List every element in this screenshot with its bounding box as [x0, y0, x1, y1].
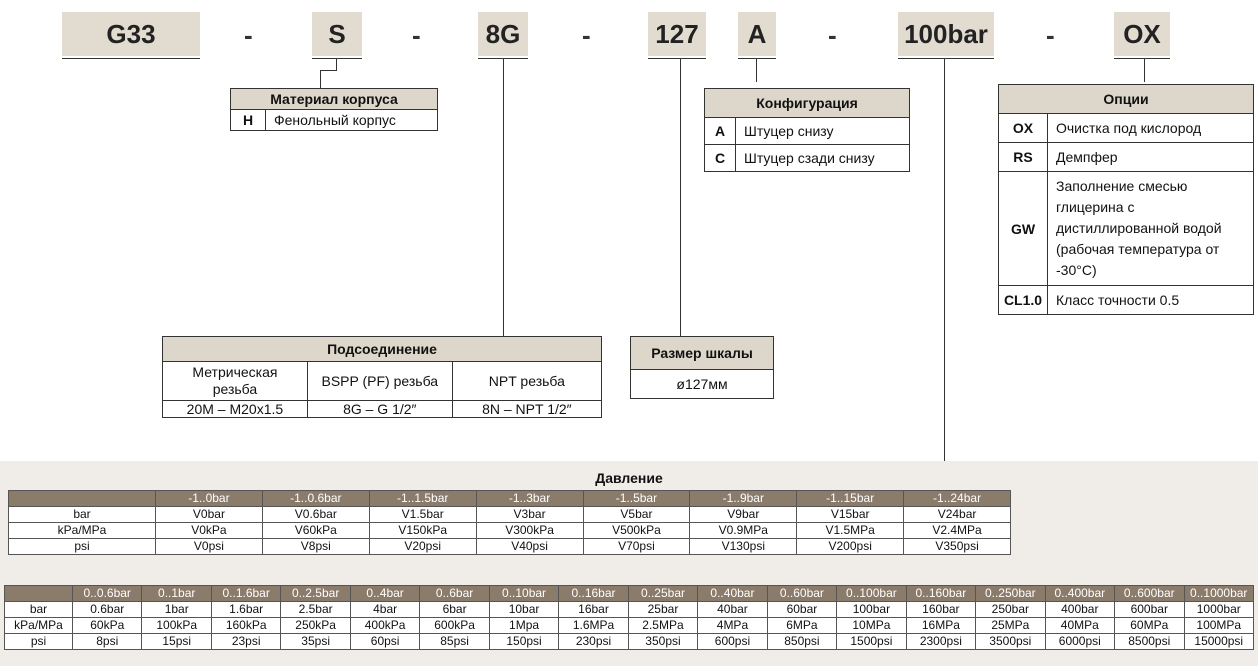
dial-size-table [630, 336, 774, 399]
vacuum-code-cell: V300kPa [476, 523, 583, 539]
connector-line [336, 58, 337, 70]
connector-line [944, 58, 945, 463]
positive-range-header: 0..1bar [142, 586, 211, 602]
vacuum-code-cell: V5bar [583, 507, 690, 523]
positive-code-cell: 2300psi [906, 634, 975, 650]
positive-range-header: 0..16bar [559, 586, 628, 602]
positive-code-cell: 1bar [142, 602, 211, 618]
positive-range-header: 0..100bar [837, 586, 906, 602]
positive-code-cell: 60psi [350, 634, 419, 650]
positive-code-cell: 160bar [906, 602, 975, 618]
vacuum-code-cell: V70psi [583, 539, 690, 555]
positive-range-header: 0..400bar [1045, 586, 1114, 602]
vacuum-code-cell: V1.5bar [369, 507, 476, 523]
table-row [9, 523, 1011, 539]
positive-pressure-table [4, 585, 1254, 650]
options-title: Опции [999, 85, 1254, 114]
material-title: Материал корпуса [231, 89, 438, 110]
positive-code-cell: 25bar [628, 602, 697, 618]
connector-line [320, 70, 321, 88]
vacuum-code-cell: V350psi [904, 539, 1011, 555]
connection-value: 8N – NPT 1/2″ [452, 401, 601, 418]
connection-value: 8G – G 1/2″ [307, 401, 452, 418]
positive-code-cell: 600bar [1115, 602, 1184, 618]
table-row [163, 401, 602, 418]
connection-table [162, 336, 602, 418]
vacuum-range-header: -1..0.6bar [262, 491, 369, 507]
positive-code-cell: 350psi [628, 634, 697, 650]
positive-range-header: 0..4bar [350, 586, 419, 602]
code-configuration: A [738, 12, 776, 56]
options-table [998, 84, 1254, 315]
vacuum-code-cell: V0bar [156, 507, 263, 523]
vacuum-code-cell: V500kPa [583, 523, 690, 539]
dial-size-title: Размер шкалы [631, 337, 774, 370]
code-connection: 8G [478, 12, 528, 56]
table-row [705, 118, 910, 145]
positive-code-cell: 1500psi [837, 634, 906, 650]
connection-header: BSPP (PF) резьба [307, 362, 452, 401]
positive-code-cell: 6bar [420, 602, 489, 618]
positive-range-header: 0..160bar [906, 586, 975, 602]
positive-code-cell: 10bar [489, 602, 558, 618]
separator-dash: - [582, 20, 591, 50]
positive-code-cell: 600kPa [420, 618, 489, 634]
positive-code-cell: 1.6MPa [559, 618, 628, 634]
positive-code-cell: 60bar [767, 602, 836, 618]
vacuum-code-cell: V0.6bar [262, 507, 369, 523]
vacuum-code-cell: V24bar [904, 507, 1011, 523]
vacuum-code-cell: V200psi [797, 539, 904, 555]
option-code: GW [999, 172, 1048, 286]
separator-dash: - [1046, 20, 1055, 50]
positive-code-cell: 4MPa [698, 618, 767, 634]
positive-range-header: 0..1.6bar [211, 586, 280, 602]
table-row [5, 634, 1254, 650]
vacuum-range-header: -1..5bar [583, 491, 690, 507]
option-desc: Класс точности 0.5 [1048, 286, 1254, 315]
vacuum-code-cell: V0psi [156, 539, 263, 555]
connector-line [680, 58, 681, 336]
positive-range-header: 0..10bar [489, 586, 558, 602]
code-material: S [312, 12, 362, 56]
positive-unit-label: kPa/MPa [5, 618, 73, 634]
positive-range-header: 0..60bar [767, 586, 836, 602]
vacuum-unit-label: psi [9, 539, 156, 555]
positive-range-header: 0..25bar [628, 586, 697, 602]
code-options-underline [1114, 58, 1170, 59]
configuration-table [704, 88, 910, 172]
positive-code-cell: 1.6bar [211, 602, 280, 618]
option-desc: Демпфер [1048, 143, 1254, 172]
vacuum-code-cell: V130psi [690, 539, 797, 555]
connector-line [756, 58, 757, 82]
vacuum-range-header: -1..3bar [476, 491, 583, 507]
code-pressure: 100bar [898, 12, 994, 56]
option-desc: Заполнение смесью глицерина с дистиллированной водой (рабочая температура от -30°C) [1048, 172, 1254, 286]
positive-code-cell: 15psi [142, 634, 211, 650]
vacuum-range-header: -1..15bar [797, 491, 904, 507]
positive-code-cell: 400bar [1045, 602, 1114, 618]
connection-value: 20M – M20x1.5 [163, 401, 308, 418]
positive-code-cell: 85psi [420, 634, 489, 650]
table-row [9, 539, 1011, 555]
vacuum-code-cell: V150kPa [369, 523, 476, 539]
table-row [631, 370, 774, 399]
positive-code-cell: 230psi [559, 634, 628, 650]
configuration-desc: Штуцер сзади снизу [736, 145, 910, 172]
vacuum-range-header: -1..1.5bar [369, 491, 476, 507]
vacuum-code-cell: V8psi [262, 539, 369, 555]
vacuum-header-row [9, 491, 1011, 507]
code-dial-size-underline [648, 58, 706, 59]
positive-code-cell: 1Mpa [489, 618, 558, 634]
option-desc: Очистка под кислород [1048, 114, 1254, 143]
code-material-underline [312, 58, 362, 59]
separator-dash: - [412, 20, 421, 50]
connection-title: Подсоединение [163, 337, 602, 362]
table-row [231, 110, 438, 131]
vacuum-code-cell: V2.4MPa [904, 523, 1011, 539]
positive-code-cell: 2.5MPa [628, 618, 697, 634]
positive-code-cell: 150psi [489, 634, 558, 650]
option-code: CL1.0 [999, 286, 1048, 315]
positive-code-cell: 250bar [976, 602, 1045, 618]
table-row [999, 143, 1254, 172]
positive-code-cell: 60kPa [73, 618, 142, 634]
table-row [999, 286, 1254, 315]
positive-range-header: 0..6bar [420, 586, 489, 602]
connector-line [320, 70, 337, 71]
positive-code-cell: 100bar [837, 602, 906, 618]
option-code: OX [999, 114, 1048, 143]
positive-code-cell: 40MPa [1045, 618, 1114, 634]
table-row [705, 145, 910, 172]
positive-code-cell: 100kPa [142, 618, 211, 634]
vacuum-code-cell: V3bar [476, 507, 583, 523]
table-row [999, 172, 1254, 286]
positive-code-cell: 10MPa [837, 618, 906, 634]
positive-code-cell: 600psi [698, 634, 767, 650]
vacuum-code-cell: V1.5MPa [797, 523, 904, 539]
connector-line [503, 58, 504, 336]
code-dial-size: 127 [648, 12, 706, 56]
vacuum-code-cell: V0.9MPa [690, 523, 797, 539]
positive-code-cell: 23psi [211, 634, 280, 650]
configuration-title: Конфигурация [705, 89, 910, 118]
positive-unit-label: bar [5, 602, 73, 618]
positive-unit-label: psi [5, 634, 73, 650]
positive-range-header: 0..40bar [698, 586, 767, 602]
positive-header-row [5, 586, 1254, 602]
positive-code-cell: 8psi [73, 634, 142, 650]
positive-code-cell: 0.6bar [73, 602, 142, 618]
separator-dash: - [244, 20, 253, 50]
positive-code-cell: 160kPa [211, 618, 280, 634]
option-code: RS [999, 143, 1048, 172]
vacuum-pressure-table [8, 490, 1011, 555]
connection-header: NPT резьба [452, 362, 601, 401]
separator-dash: - [828, 20, 837, 50]
positive-range-header: 0..2.5bar [281, 586, 350, 602]
connector-line [1144, 58, 1145, 82]
positive-range-header: 0..600bar [1115, 586, 1184, 602]
vacuum-range-header [9, 491, 156, 507]
positive-code-cell: 8500psi [1115, 634, 1184, 650]
code-series-underline [62, 58, 200, 59]
positive-code-cell: 2.5bar [281, 602, 350, 618]
vacuum-code-cell: V40psi [476, 539, 583, 555]
positive-code-cell: 60MPa [1115, 618, 1184, 634]
positive-code-cell: 6000psi [1045, 634, 1114, 650]
dial-size-value: ø127мм [631, 370, 774, 399]
positive-code-cell: 6MPa [767, 618, 836, 634]
positive-code-cell: 35psi [281, 634, 350, 650]
positive-code-cell: 15000psi [1184, 634, 1254, 650]
code-pressure-underline [898, 58, 994, 59]
code-configuration-underline [738, 58, 776, 59]
table-row [5, 618, 1254, 634]
vacuum-range-header: -1..0bar [156, 491, 263, 507]
configuration-code: A [705, 118, 736, 145]
positive-code-cell: 400kPa [350, 618, 419, 634]
positive-code-cell: 850psi [767, 634, 836, 650]
positive-range-header: 0..1000bar [1184, 586, 1254, 602]
positive-code-cell: 16MPa [906, 618, 975, 634]
vacuum-range-header: -1..24bar [904, 491, 1011, 507]
positive-range-header: 0..250bar [976, 586, 1045, 602]
positive-code-cell: 4bar [350, 602, 419, 618]
vacuum-unit-label: bar [9, 507, 156, 523]
positive-range-header: 0..0.6bar [73, 586, 142, 602]
vacuum-code-cell: V20psi [369, 539, 476, 555]
material-table [230, 88, 438, 131]
table-row [5, 602, 1254, 618]
material-desc: Фенольный корпус [266, 110, 438, 131]
material-code: H [231, 110, 266, 131]
vacuum-code-cell: V15bar [797, 507, 904, 523]
positive-code-cell: 40bar [698, 602, 767, 618]
positive-code-cell: 16bar [559, 602, 628, 618]
vacuum-unit-label: kPa/MPa [9, 523, 156, 539]
positive-code-cell: 100MPa [1184, 618, 1254, 634]
connection-header: Метрическая резьба [163, 362, 308, 401]
vacuum-range-header: -1..9bar [690, 491, 797, 507]
positive-code-cell: 3500psi [976, 634, 1045, 650]
positive-code-cell: 1000bar [1184, 602, 1254, 618]
configuration-desc: Штуцер снизу [736, 118, 910, 145]
positive-range-header [5, 586, 73, 602]
pressure-title: Давление [595, 470, 663, 486]
configuration-code: C [705, 145, 736, 172]
positive-code-cell: 250kPa [281, 618, 350, 634]
vacuum-code-cell: V9bar [690, 507, 797, 523]
positive-code-cell: 25MPa [976, 618, 1045, 634]
table-row [9, 507, 1011, 523]
vacuum-code-cell: V60kPa [262, 523, 369, 539]
table-row [163, 362, 602, 401]
table-row [999, 114, 1254, 143]
code-series: G33 [62, 12, 200, 56]
vacuum-code-cell: V0kPa [156, 523, 263, 539]
code-options: OX [1114, 12, 1170, 56]
